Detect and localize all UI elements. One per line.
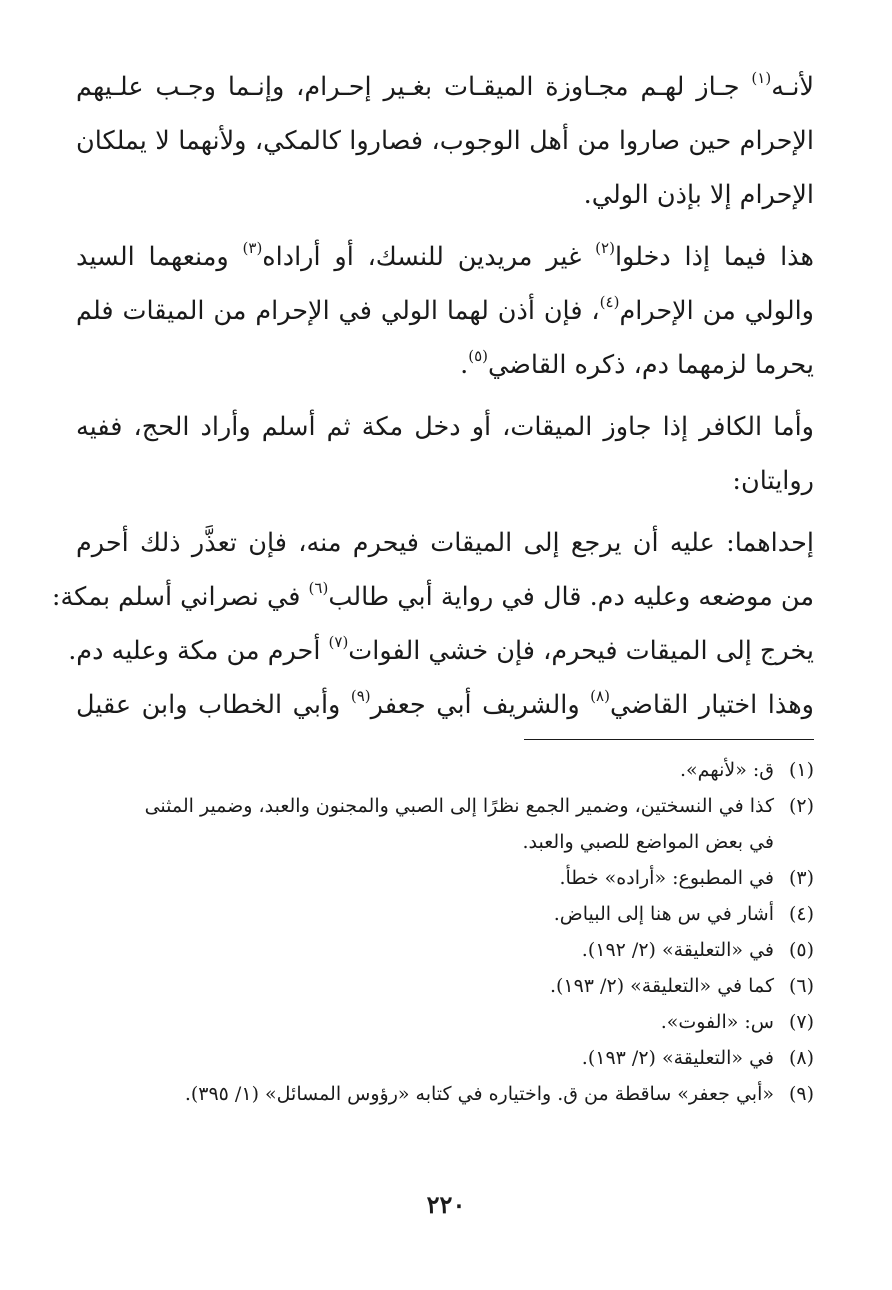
main-text [51, 60, 814, 740]
footnote-ref-7[interactable]: (٧) [328, 633, 349, 651]
footnote-text: كما في «التعليقة» (٢/ ١٩٣). [549, 975, 774, 997]
text-run: جـاز لهـم مجـاوزة الميقـات بغـير إحـرام، وإنـما وجـب علـيهم [76, 72, 752, 102]
footnote-separator [524, 739, 814, 740]
text-line [76, 678, 814, 732]
footnote-number: (٨) [788, 1047, 814, 1069]
footnote-ref-3[interactable]: (٣) [242, 239, 263, 257]
footnote-number: (٢) [788, 795, 814, 817]
footnote-4 [76, 896, 814, 932]
text-run: ، فإن أذن لهما الولي في الإحرام من الميقات فلم [76, 296, 600, 326]
footnote-6 [76, 968, 814, 1004]
text-run: لأنـه [771, 72, 814, 102]
footnote-ref-8[interactable]: (٨) [590, 687, 610, 705]
text-run: وأبي الخطاب وابن عقيل [76, 690, 351, 720]
text-run: وهذا اختيار القاضي [609, 690, 814, 720]
footnote-5 [76, 932, 814, 968]
footnote-ref-2[interactable]: (٢) [595, 239, 615, 257]
paragraph-3 [76, 400, 814, 508]
text-run: من موضعه وعليه دم. قال في رواية أبي طالب [328, 582, 814, 612]
footnote-7 [76, 1004, 814, 1040]
footnote-text: أشار في س هنا إلى البياض. [553, 903, 774, 925]
paragraph-1 [76, 60, 814, 222]
footnote-text: في «التعليقة» (٢/ ١٩٣). [581, 1047, 774, 1069]
footnote-text: س: «الفوت». [660, 1011, 774, 1033]
text-line: إحداهما: عليه أن يرجع إلى الميقات فيحرم منه، فإن تعذَّر ذلك أحرم [76, 528, 814, 558]
footnote-number: (٩) [788, 1083, 814, 1105]
text-line [76, 60, 814, 114]
footnote-ref-4[interactable]: (٤) [599, 293, 620, 311]
footnote-number: (٥) [788, 939, 814, 961]
text-run: يحرما لزمهما دم، ذكره القاضي [488, 350, 814, 380]
paragraph-2 [76, 230, 814, 392]
footnote-1 [76, 752, 814, 788]
text-line: الإحرام حين صاروا من أهل الوجوب، فصاروا كالمكي، ولأنهما لا يملكان [76, 126, 814, 156]
text-line: وأما الكافر إذا جاوز الميقات، أو دخل مكة ثم أسلم وأراد الحج، ففيه [76, 412, 814, 442]
text-line [51, 570, 814, 624]
text-run: . [460, 350, 469, 380]
footnote-ref-9[interactable]: (٩) [350, 687, 371, 705]
text-run: يخرج إلى الميقات فيحرم، فإن خشي الفوات [348, 636, 814, 666]
footnote-3 [76, 860, 814, 896]
footnote-text-line: في بعض المواضع للصبي والعبد. [522, 831, 774, 853]
footnote-number: (٣) [788, 867, 814, 889]
footnotes-section [76, 752, 814, 1112]
footnote-text [76, 788, 774, 860]
footnote-number: (٦) [788, 975, 814, 997]
footnote-ref-5[interactable]: (٥) [468, 347, 489, 365]
footnote-8 [76, 1040, 814, 1076]
footnote-ref-1[interactable]: (١) [751, 69, 772, 87]
footnote-ref-6[interactable]: (٦) [308, 579, 329, 597]
text-run: هذا فيما إذا دخلوا [614, 242, 814, 272]
footnote-text: ق: «لأنهم». [680, 759, 774, 781]
text-run: أحرم من مكة وعليه دم. [68, 636, 329, 666]
footnote-text: «أبي جعفر» ساقطة من ق. واختياره في كتابه «رؤوس المسائل» (١/ ٣٩٥). [184, 1083, 774, 1105]
text-run: والشريف أبي جعفر [370, 690, 591, 720]
footnote-number: (٤) [788, 903, 814, 925]
text-run: والولي من الإحرام [619, 296, 814, 326]
text-run: ومنعهما السيد [76, 242, 243, 272]
text-line [76, 230, 814, 284]
footnote-text: في «التعليقة» (٢/ ١٩٢). [581, 939, 774, 961]
footnote-number: (٧) [788, 1011, 814, 1033]
paragraph-4 [51, 516, 814, 732]
page-number: ٢٢٠ [426, 1190, 466, 1219]
text-run: في نصراني أسلم بمكة: [51, 582, 309, 612]
text-line [68, 624, 814, 678]
footnote-2 [76, 788, 814, 860]
text-run: غير مريدين للنسك، أو أراداه [262, 242, 596, 272]
footnote-9 [76, 1076, 814, 1112]
footnote-text: في المطبوع: «أراده» خطأ. [559, 867, 774, 889]
footnote-text-line: كذا في النسختين، وضمير الجمع نظرًا إلى الصبي والمجنون والعبد، وضمير المثنى [144, 795, 774, 817]
text-line: روايتان: [732, 466, 814, 496]
text-line [76, 338, 814, 392]
footnote-number: (١) [788, 759, 814, 781]
text-line [76, 284, 814, 338]
text-line: الإحرام إلا بإذن الولي. [583, 180, 814, 210]
